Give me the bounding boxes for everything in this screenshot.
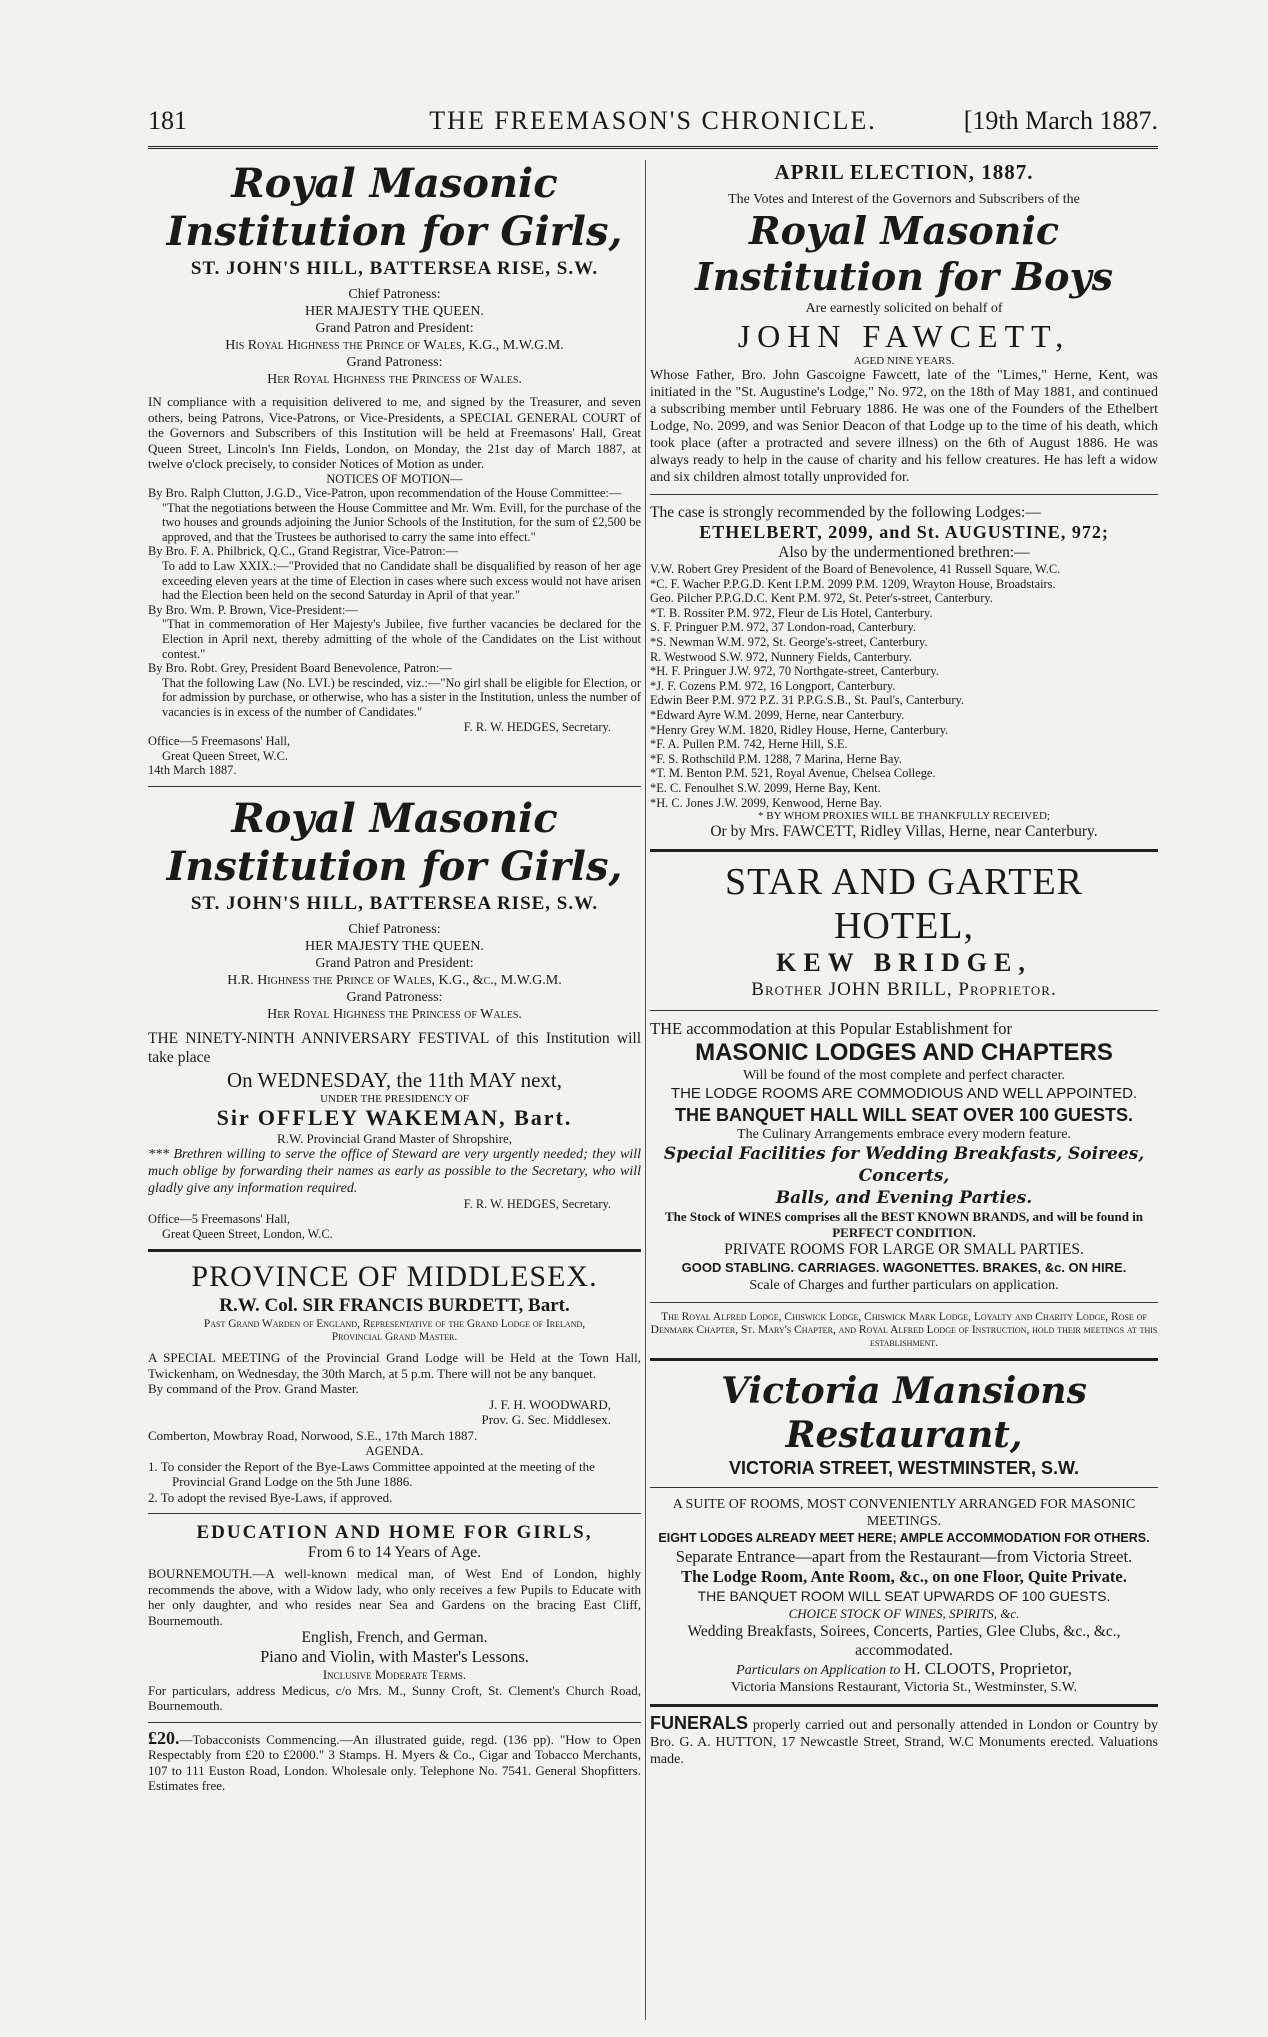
patroness-label: Chief Patroness: — [348, 287, 441, 302]
hotel-proprietor: Brother JOHN BRILL, Proprietor. — [751, 979, 1057, 1001]
victoria-advert — [650, 1369, 1158, 1696]
recommending-lodges: ETHELBERT, 2099, and St. AUGUSTINE, 972; — [699, 522, 1109, 542]
list-item: *S. Newman W.M. 972, St. George's-street, Canterbury. — [650, 634, 928, 649]
divider — [650, 494, 1158, 495]
patron-label: Grand Patron and President: — [315, 321, 474, 336]
girls-notice-1 — [148, 160, 641, 778]
column-divider — [645, 160, 646, 2020]
list-item: V.W. Robert Grey President of the Board of Benevolence, 41 Russell Square, W.C. — [650, 562, 1061, 576]
list-item: *Henry Grey W.M. 1820, Ridley House, Herne, Canterbury. — [650, 722, 949, 737]
command-line: By command of the Prov. Grand Master. — [148, 1381, 359, 1397]
candidate-name: JOHN FAWCETT, — [737, 318, 1071, 354]
special-court-notice: IN compliance with a requisition delivered to me, and signed by the Treasurer, and seven others, being Patrons, Vice-Patrons, or Vice-Presidents, a SPECIAL GENERAL COURT of the Governors and Subscribers of this Institution will be held at Freemasons' Hall, Great Queen Street, Lincoln's Inn Fields, London, on Monday, the 21st day of March 1887, at twelve o'clock precisely, to consider Notices of Motion as under. — [148, 394, 641, 471]
motion-4: That the following Law (No. LVI.) be rescinded, viz.:—"No girl shall be eligible for Election, or for admission by purchase, or otherwise, who has a sister in the Institution, unless the number of vacancies is in excess of the number of Candidates." — [162, 675, 641, 719]
restaurant-name: Victoria Mansions Restaurant, — [721, 1370, 1087, 1457]
hotel-scale: Scale of Charges and further particulars on application. — [749, 1278, 1059, 1294]
tobacco-body: —Tobacconists Commencing.—An illustrated guide, regd. (136 pp). "How to Open Respectably from £20 to £2000." 3 Stamps. H. Myers & Co., Cigar and Tobacco Merchants, 107 to 111 Euston Road, London. Wholesale only. Telephone No. 7541. General Shopfitters. Estimates free. — [148, 1731, 641, 1794]
list-item: R. Westwood S.W. 972, Nunnery Fields, Canterbury. — [650, 649, 912, 664]
secretary-signature: F. R. W. HEDGES, Secretary. — [463, 1197, 611, 1212]
divider — [148, 1249, 641, 1252]
issue-date: [19th March 1887. — [963, 106, 1158, 135]
education-ages: From 6 to 14 Years of Age. — [307, 1544, 482, 1562]
motion-4-mover: By Bro. Robt. Grey, President Board Benevolence, Patron:— — [148, 661, 452, 676]
restaurant-address: Victoria Mansions Restaurant, Victoria St., Westminster, S.W. — [730, 1679, 1078, 1695]
hotel-balls: Balls, and Evening Parties. — [775, 1188, 1033, 1209]
hotel-intro: THE accommodation at this Popular Establishment for — [650, 1019, 1013, 1039]
funerals-heading: FUNERALS — [650, 1712, 748, 1733]
patron-label: Grand Patron and President: — [315, 955, 474, 971]
presidency-label: UNDER THE PRESIDENCY OF — [320, 1092, 469, 1105]
hotel-special: Special Facilities for Wedding Breakfasts, Soirees, Concerts, — [663, 1144, 1145, 1187]
restaurant-banquet: THE BANQUET ROOM WILL SEAT UPWARDS OF 100 GUESTS. — [697, 1588, 1111, 1605]
institution-heading: Royal Masonic Institution for Girls, — [166, 160, 623, 255]
hotel-banquet: THE BANQUET HALL WILL SEAT OVER 100 GUESTS. — [674, 1105, 1134, 1126]
secretary-signature: J. F. H. WOODWARD, — [489, 1396, 611, 1412]
list-item: *H. C. Jones J.W. 2099, Kenwood, Herne Bay. — [650, 795, 883, 810]
patroness: HER MAJESTY THE QUEEN. — [305, 938, 484, 954]
agenda-label: AGENDA. — [365, 1443, 424, 1459]
steward-appeal: *** Brethren willing to serve the office of Steward are very urgently needed; they will much oblige by forwarding their names as early as possible to the Secretary, who will gladly give any information required. — [148, 1147, 641, 1197]
restaurant-wines: CHOICE STOCK OF WINES, SPIRITS, &c. — [788, 1606, 1020, 1622]
education-music: Piano and Violin, with Master's Lessons. — [260, 1647, 529, 1667]
restaurant-events: Wedding Breakfasts, Soirees, Concerts, Parties, Glee Clubs, &c., &c., accommodated. — [687, 1622, 1121, 1659]
agenda-item-2: 2. To adopt the revised Bye-Laws, if approved. — [148, 1489, 393, 1505]
hotel-culinary: The Culinary Arrangements embrace every modern feature. — [737, 1127, 1071, 1143]
right-column — [650, 160, 1158, 1768]
notice-address: Comberton, Mowbray Road, Norwood, S.E., 17th March 1887. — [148, 1427, 478, 1443]
motion-3-mover: By Bro. Wm. P. Brown, Vice-President:— — [148, 602, 358, 617]
solicit-line: Are earnestly solicited on behalf of — [805, 301, 1003, 316]
election-heading: APRIL ELECTION, 1887. — [774, 160, 1034, 184]
institution-address: ST. JOHN'S HILL, BATTERSEA RISE, S.W. — [190, 892, 599, 914]
president-title: R.W. Provincial Grand Master of Shropshire, — [277, 1130, 512, 1146]
list-item: Edwin Beer P.M. 972 P.Z. 31 P.P.G.S.B., St. Paul's, Canterbury. — [650, 693, 964, 708]
middlesex-notice — [148, 1260, 641, 1505]
tobacco-advert — [148, 1727, 641, 1794]
secretary-title: Prov. G. Sec. Middlesex. — [481, 1412, 611, 1428]
hotel-private: PRIVATE ROOMS FOR LARGE OR SMALL PARTIES. — [724, 1241, 1084, 1259]
divider — [650, 1358, 1158, 1361]
hotel-found: Will be found of the most complete and perfect character. — [742, 1068, 1066, 1084]
motion-1: "That the negotiations between the House Committee and Mr. Wm. Evill, for the purchase of the two houses and grounds adjoining the Junior Schools of the Institution, for the sum of £2,500 be approved, and that the Trustees be authorised to carry the same into effect." — [162, 500, 641, 544]
restaurant-eight: EIGHT LODGES ALREADY MEET HERE; AMPLE ACCOMMODATION FOR OTHERS. — [658, 1531, 1150, 1546]
education-contact: For particulars, address Medicus, c/o Mrs. M., Sunny Croft, St. Clement's Church Road, Bournemouth. — [148, 1682, 641, 1714]
grand-patroness: Her Royal Highness the Princess of Wales. — [267, 1006, 522, 1022]
hotel-lodges-held: The Royal Alfred Lodge, Chiswick Lodge, Chiswick Mark Lodge, Loyalty and Charity Lodge, Rose of Denmark Chapter, St. Mary's Chapter, and Royal Alfred Lodge of Instruction, hold their meetings at this establishment. — [650, 1311, 1158, 1350]
divider — [650, 1487, 1158, 1488]
education-heading: EDUCATION AND HOME FOR GIRLS, — [196, 1522, 593, 1544]
divider — [650, 1010, 1158, 1011]
motion-2: To add to Law XXIX.:—"Provided that no Candidate shall be disqualified by reason of her age exceeding eleven years at the time of Election in cases where such excess would not have arisen had the Election been held on the second Saturday in April of that year." — [162, 559, 641, 603]
hotel-wines: The Stock of WINES comprises all the BEST KNOWN BRANDS, and will be found in PERFECT CONDITION. — [664, 1209, 1144, 1240]
list-item: *F. A. Pullen P.M. 742, Herne Hill, S.E. — [650, 737, 848, 752]
restaurant-proprietor: H. CLOOTS, Proprietor, — [903, 1658, 1072, 1678]
patron: His Royal Highness the Prince of Wales, K.G., M.W.G.M. — [225, 338, 564, 353]
election-appeal — [650, 160, 1158, 841]
motion-3: "That in commemoration of Her Majesty's Jubilee, five further vacancies be declared for the Election in April next, thereby admitting of the whole of the Candidates on the List without contest." — [162, 617, 641, 661]
grand-patroness-label: Grand Patroness: — [346, 355, 443, 370]
also-line: Also by the undermentioned brethren:— — [778, 544, 1030, 561]
restaurant-entrance: Separate Entrance—apart from the Restaurant—from Victoria Street. — [675, 1547, 1133, 1567]
secretary-signature: F. R. W. HEDGES, Secretary. — [463, 719, 611, 734]
education-languages: English, French, and German. — [301, 1629, 488, 1647]
masthead-rule — [148, 146, 1158, 149]
left-column — [148, 160, 641, 1794]
list-item: *T. M. Benton P.M. 521, Royal Avenue, Chelsea College. — [650, 766, 936, 781]
notice-date: 14th March 1887. — [148, 763, 237, 778]
provincial-master: R.W. Col. SIR FRANCIS BURDETT, Bart. — [219, 1295, 570, 1317]
grand-patroness: Her Royal Highness the Princess of Wales. — [267, 372, 522, 387]
girls-notice-2 — [148, 795, 641, 1241]
list-item: *T. B. Rossiter P.M. 972, Fleur de Lis Hotel, Canterbury. — [650, 605, 933, 620]
recommend-line: The case is strongly recommended by the following Lodges:— — [650, 504, 1041, 521]
list-item: *H. F. Pringuer J.W. 972, 70 Northgate-street, Canterbury. — [650, 664, 939, 679]
notices-label: NOTICES OF MOTION— — [326, 471, 463, 486]
list-item: Geo. Pilcher P.P.G.D.C. Kent P.M. 972, St. Peter's-street, Canterbury. — [650, 591, 993, 606]
restaurant-apply: Particulars on Application to — [736, 1662, 901, 1678]
education-body: BOURNEMOUTH.—A well-known medical man, of West End of London, highly recommends the above, with a Widow lady, who only receives a few Pupils to Educate with her only daughter, and who resides near Sea and Gardens on the bracing East Cliff, Bournemouth. — [148, 1566, 641, 1628]
master-titles: Past Grand Warden of England, Representative of the Grand Lodge of Ireland, Provincial Grand Master. — [203, 1318, 586, 1344]
boys-institution: Royal Masonic Institution for Boys — [694, 208, 1114, 299]
grand-patroness-label: Grand Patroness: — [346, 989, 443, 1005]
patron: H.R. Highness the Prince of Wales, K.G., &c., M.W.G.M. — [227, 972, 562, 988]
list-item: *E. C. Fenoulhet S.W. 2099, Herne Bay, Kent. — [650, 780, 881, 795]
education-advert — [148, 1522, 641, 1714]
candidate-age: AGED NINE YEARS. — [853, 355, 955, 367]
meeting-notice: A SPECIAL MEETING of the Provincial Grand Lodge will be Held at the Town Hall, Twickenham, on Wednesday, the 30th March, at 5 p.m. There will not be any banquet. — [148, 1350, 641, 1381]
divider — [650, 1302, 1158, 1303]
office-address-2: Great Queen Street, London, W.C. — [162, 1226, 333, 1241]
funerals-advert — [650, 1712, 1159, 1768]
hotel-advert — [650, 860, 1158, 1350]
divider — [650, 1704, 1158, 1707]
hotel-location: KEW BRIDGE, — [776, 948, 1032, 978]
page-number: 181 — [148, 106, 187, 135]
mrs-fawcett-line: Or by Mrs. FAWCETT, Ridley Villas, Herne, near Canterbury. — [710, 823, 1098, 841]
restaurant-suite: A SUITE OF ROOMS, MOST CONVENIENTLY ARRANGED FOR MASONIC MEETINGS. — [672, 1497, 1136, 1530]
festival-notice: THE NINETY-NINTH ANNIVERSARY FESTIVAL of this Institution will take place — [148, 1029, 641, 1066]
institution-address: ST. JOHN'S HILL, BATTERSEA RISE, S.W. — [190, 258, 599, 279]
hotel-stabling: GOOD STABLING. CARRIAGES. WAGONETTES. BRAKES, &c. ON HIRE. — [681, 1260, 1127, 1276]
divider — [650, 849, 1158, 852]
education-terms: Inclusive Moderate Terms. — [322, 1667, 467, 1683]
divider — [148, 786, 641, 787]
brethren-list — [650, 562, 1158, 810]
hotel-name: STAR AND GARTER HOTEL, — [724, 861, 1084, 948]
proxies-note: * BY WHOM PROXIES WILL BE THANKFULLY RECEIVED; — [758, 810, 1050, 823]
divider — [148, 1513, 641, 1514]
list-item: *F. S. Rothschild P.M. 1288, 7 Marina, Herne Bay. — [650, 751, 902, 766]
agenda-item-1: 1. To consider the Report of the Bye-Laws Committee appointed at the meeting of the Provincial Grand Lodge on the 5th June 1886. — [148, 1458, 595, 1490]
newspaper-title: THE FREEMASON'S CHRONICLE. — [429, 106, 877, 135]
patroness: HER MAJESTY THE QUEEN. — [305, 304, 484, 319]
tobacco-price: £20. — [148, 1727, 180, 1748]
hotel-masonic: MASONIC LODGES AND CHAPTERS — [695, 1039, 1113, 1067]
office-address: Office—5 Freemasons' Hall, — [148, 734, 291, 749]
restaurant-street: VICTORIA STREET, WESTMINSTER, S.W. — [728, 1458, 1080, 1479]
motion-1-mover: By Bro. Ralph Clutton, J.G.D., Vice-Patron, upon recommendation of the House Committee:— — [148, 486, 622, 501]
institution-heading: Royal Masonic Institution for Girls, — [166, 794, 623, 890]
festival-date: On WEDNESDAY, the 11th MAY next, — [226, 1067, 563, 1092]
motion-2-mover: By Bro. F. A. Philbrick, Q.C., Grand Registrar, Vice-Patron:— — [148, 544, 459, 559]
restaurant-floor: The Lodge Room, Ante Room, &c., on one Floor, Quite Private. — [681, 1567, 1127, 1587]
funerals-body: properly carried out and personally attended in London or Country by Bro. G. A. HUTTON, 17 Newcastle Street, Strand, W.C Monuments erected. Valuations made. — [650, 1717, 1159, 1767]
list-item: *C. F. Wacher P.P.G.D. Kent I.P.M. 2099 P.M. 1209, Wrayton House, Broadstairs. — [650, 576, 1056, 591]
list-item: S. F. Pringuer P.M. 972, 37 London-road, Canterbury. — [650, 620, 916, 635]
divider — [148, 1722, 641, 1723]
office-address: Office—5 Freemasons' Hall, — [148, 1212, 291, 1227]
patroness-label: Chief Patroness: — [348, 921, 441, 937]
province-heading: PROVINCE OF MIDDLESEX. — [191, 1260, 598, 1294]
masthead — [148, 106, 1158, 142]
hotel-rooms: THE LODGE ROOMS ARE COMMODIOUS AND WELL APPOINTED. — [670, 1085, 1138, 1103]
festival-president: Sir OFFLEY WAKEMAN, Bart. — [216, 1104, 573, 1130]
list-item: *Edward Ayre W.M. 2099, Herne, near Canterbury. — [650, 707, 905, 722]
candidate-story: Whose Father, Bro. John Gascoigne Fawcett, late of the "Limes," Herne, Kent, was initiated in the "St. Augustine's Lodge," No. 972, on the 18th of May 1881, and continued a subscribing member until February 1886. He was one of the Founders of the Ethelbert Lodge, No. 2099, and was Senior Deacon of that Lodge up to the time of his death, which took place (after a protracted and severe illness) on the 6th of August 1886. He was always ready to help in the cause of charity and his fellow creatures. He has left a widow and six children almost totally unprovided for. — [650, 368, 1158, 485]
votes-line: The Votes and Interest of the Governors and Subscribers of the — [728, 192, 1080, 207]
office-address-2: Great Queen Street, W.C. — [162, 748, 288, 763]
list-item: *J. F. Cozens P.M. 972, 16 Longport, Canterbury. — [650, 678, 896, 693]
